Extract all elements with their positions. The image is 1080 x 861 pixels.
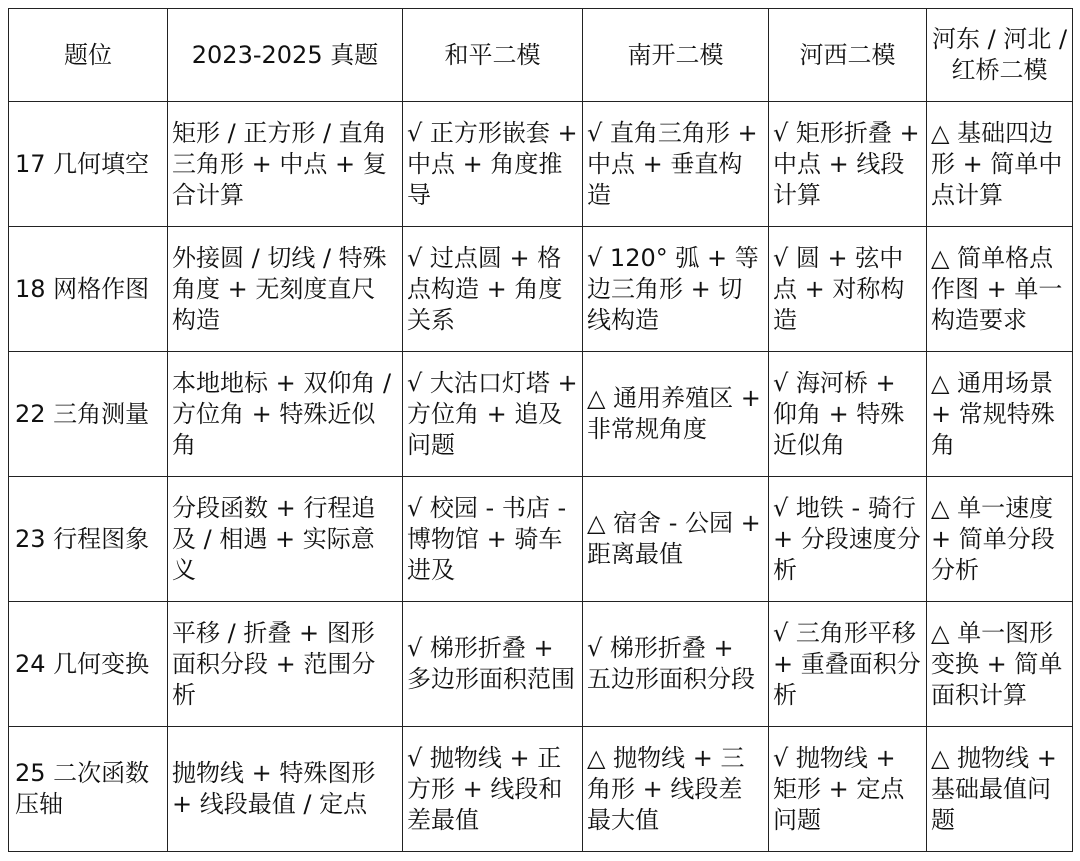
header-topic: 题位 — [9, 9, 168, 102]
hedong-hebei-hongqiao-cell: △ 抛物线 + 基础最值问题 — [927, 727, 1073, 852]
past-exams-cell: 矩形 / 正方形 / 直角三角形 + 中点 + 复合计算 — [168, 102, 403, 227]
header-nankai-mock: 南开二模 — [583, 9, 769, 102]
nankai-cell: △ 宿舍 - 公园 + 距离最值 — [583, 477, 769, 602]
header-hedong-hebei-hongqiao-mock: 河东 / 河北 / 红桥二模 — [927, 9, 1073, 102]
header-past-exams: 2023-2025 真题 — [168, 9, 403, 102]
table-row — [9, 227, 1073, 352]
hexi-cell: √ 圆 + 弦中点 + 对称构造 — [769, 227, 927, 352]
nankai-cell: √ 梯形折叠 + 五边形面积分段 — [583, 602, 769, 727]
heping-cell: √ 正方形嵌套 + 中点 + 角度推导 — [403, 102, 583, 227]
table-header — [9, 9, 1073, 102]
topic-cell: 22 三角测量 — [9, 352, 168, 477]
heping-cell: √ 梯形折叠 + 多边形面积范围 — [403, 602, 583, 727]
heping-cell: √ 校园 - 书店 - 博物馆 + 骑车进及 — [403, 477, 583, 602]
table-row — [9, 602, 1073, 727]
heping-cell: √ 抛物线 + 正方形 + 线段和差最值 — [403, 727, 583, 852]
table-row — [9, 727, 1073, 852]
past-exams-cell: 平移 / 折叠 + 图形面积分段 + 范围分析 — [168, 602, 403, 727]
exam-comparison-table — [8, 8, 1073, 852]
hexi-cell: √ 抛物线 + 矩形 + 定点问题 — [769, 727, 927, 852]
topic-cell: 17 几何填空 — [9, 102, 168, 227]
hedong-hebei-hongqiao-cell: △ 通用场景 + 常规特殊角 — [927, 352, 1073, 477]
past-exams-cell: 本地地标 + 双仰角 / 方位角 + 特殊近似角 — [168, 352, 403, 477]
table-row — [9, 352, 1073, 477]
heping-cell: √ 过点圆 + 格点构造 + 角度关系 — [403, 227, 583, 352]
hedong-hebei-hongqiao-cell: △ 基础四边形 + 简单中点计算 — [927, 102, 1073, 227]
topic-cell: 24 几何变换 — [9, 602, 168, 727]
hexi-cell: √ 矩形折叠 + 中点 + 线段计算 — [769, 102, 927, 227]
nankai-cell: △ 抛物线 + 三角形 + 线段差最大值 — [583, 727, 769, 852]
hexi-cell: √ 海河桥 + 仰角 + 特殊近似角 — [769, 352, 927, 477]
past-exams-cell: 外接圆 / 切线 / 特殊角度 + 无刻度直尺构造 — [168, 227, 403, 352]
header-row — [9, 9, 1073, 102]
header-hexi-mock: 河西二模 — [769, 9, 927, 102]
nankai-cell: √ 直角三角形 + 中点 + 垂直构造 — [583, 102, 769, 227]
heping-cell: √ 大沽口灯塔 + 方位角 + 追及问题 — [403, 352, 583, 477]
header-heping-mock: 和平二模 — [403, 9, 583, 102]
nankai-cell: √ 120° 弧 + 等边三角形 + 切线构造 — [583, 227, 769, 352]
table-row — [9, 477, 1073, 602]
past-exams-cell: 分段函数 + 行程追及 / 相遇 + 实际意义 — [168, 477, 403, 602]
topic-cell: 25 二次函数压轴 — [9, 727, 168, 852]
hedong-hebei-hongqiao-cell: △ 单一图形变换 + 简单面积计算 — [927, 602, 1073, 727]
hedong-hebei-hongqiao-cell: △ 单一速度 + 简单分段分析 — [927, 477, 1073, 602]
hedong-hebei-hongqiao-cell: △ 简单格点作图 + 单一构造要求 — [927, 227, 1073, 352]
topic-cell: 23 行程图象 — [9, 477, 168, 602]
topic-cell: 18 网格作图 — [9, 227, 168, 352]
table-row — [9, 102, 1073, 227]
hexi-cell: √ 地铁 - 骑行 + 分段速度分析 — [769, 477, 927, 602]
hexi-cell: √ 三角形平移 + 重叠面积分析 — [769, 602, 927, 727]
past-exams-cell: 抛物线 + 特殊图形 + 线段最值 / 定点 — [168, 727, 403, 852]
nankai-cell: △ 通用养殖区 + 非常规角度 — [583, 352, 769, 477]
table-body — [9, 102, 1073, 852]
